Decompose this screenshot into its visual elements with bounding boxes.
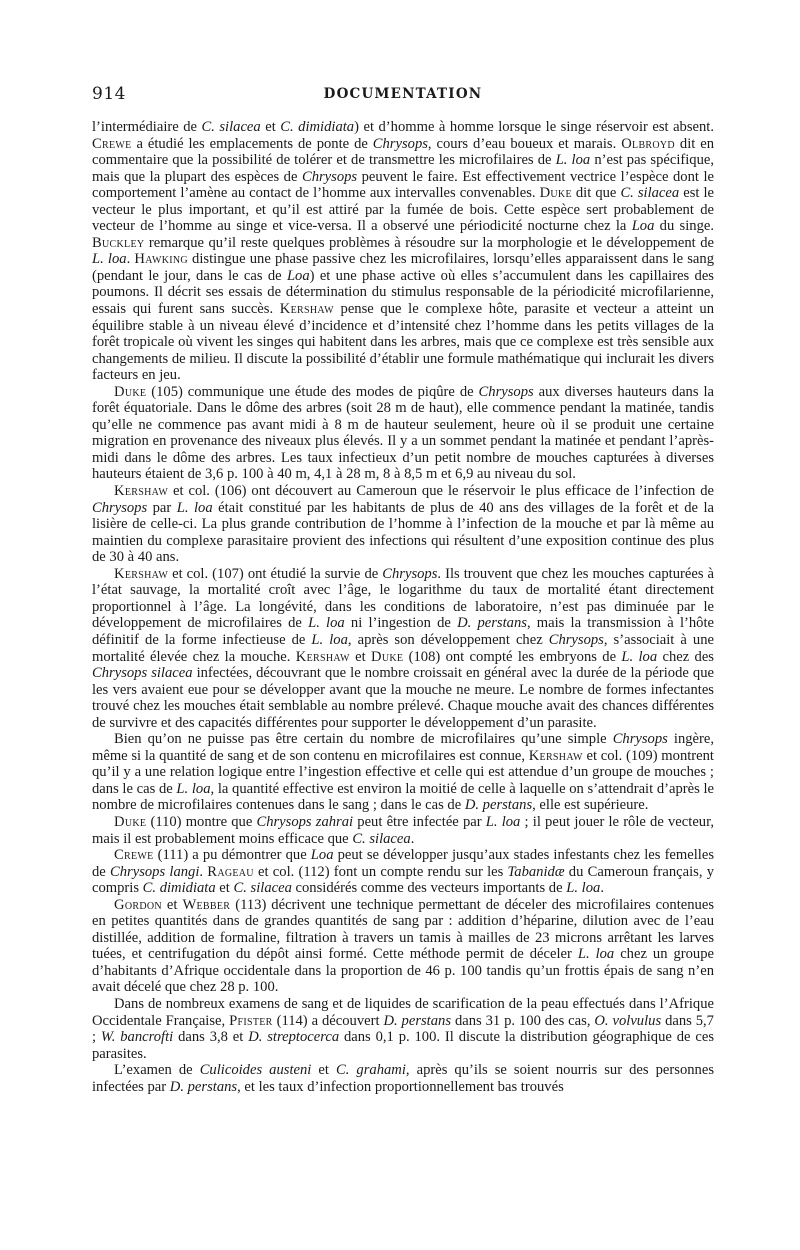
italic-term: L. loa <box>555 152 591 169</box>
italic-term: L. loa <box>176 499 213 516</box>
author-name: Kershaw <box>279 301 334 318</box>
italic-term: D. perstans <box>464 797 533 814</box>
author-name: Crewe <box>92 135 132 152</box>
italic-term: W. bancrofti <box>100 1029 174 1046</box>
italic-term: L. loa <box>308 615 345 632</box>
article-body <box>92 119 714 1095</box>
italic-term: Culicoides austeni <box>199 1062 312 1079</box>
author-name: Duke <box>114 383 147 400</box>
author-name: Webber <box>182 896 231 913</box>
italic-term: Chrysops <box>382 565 438 582</box>
author-name: Kershaw <box>528 747 583 764</box>
italic-term: Chrysops <box>92 499 148 516</box>
italic-term: Chrysops <box>301 168 358 185</box>
italic-term: C. dimidiata <box>280 119 355 135</box>
author-name: Hawking <box>134 251 188 268</box>
italic-term: D. perstans <box>169 1078 238 1095</box>
italic-term: Chrysops silacea <box>92 665 193 682</box>
italic-term: Chrysops <box>612 731 668 748</box>
paragraph-5: Bien qu’on ne puisse pas être certain du nombre de microfilaires qu’une simple Chrysops ingère, même si la quantité de sang et de son contenu en microfilaires est connue, Kershaw et col. (109) montrent qu’il y a une relation logique entre l’ingestion effective et celle qui est attendue d’un groupe de mouches ; dans le cas de L. loa, la quantité effective est environ la moitié de celle à laquelle on s’attendrait d’après le nombre de microfilaires contenues dans le sang ; dans le cas de D. perstans, elle est supérieure. <box>92 731 715 814</box>
italic-term: C. silacea <box>201 119 261 135</box>
author-name: Crewe <box>114 847 154 864</box>
italic-term: Chrysops zahrai <box>256 813 354 830</box>
author-name: Olbroyd <box>621 135 675 152</box>
italic-term: Chrysops <box>372 135 428 152</box>
author-name: Duke <box>371 648 404 665</box>
page-number: 914 <box>92 84 126 104</box>
author-name: Rageau <box>207 863 254 880</box>
paragraph-10: L’examen de Culicoides austeni et C. grahami, après qu’ils se soient nourris sur des personnes infectées par D. perstans, et les taux d’infection proportionnellement bas trouvés <box>92 1062 714 1095</box>
italic-term: L. loa <box>176 780 211 797</box>
italic-term: D. perstans <box>383 1012 452 1029</box>
italic-term: Chrysops <box>548 631 604 648</box>
paragraph-8: Gordon et Webber (113) décrivent une technique permettant de déceler des microfilaires contenues en petites quantités dans de grandes quantités de sang par : addition d’héparine, dilution avec de l’eau distillée, addition de formaline, filtration à travers un tamis à mailles de 23 microns arrêtant les larves tuées, et centrifugation du dépôt ainsi formé. Cette méthode permit de déceler L. loa chez un groupe d’habitants d’Afrique occidentale dans la proportion de 46 p. 100 tandis qu’un frottis épais de sang n’en avait décelé que chez 28 p. 100. <box>92 896 715 996</box>
author-name: Buckley <box>92 234 145 251</box>
italic-term: L. loa <box>92 251 127 268</box>
italic-term: C. silacea <box>620 185 680 202</box>
author-name: Kershaw <box>114 483 169 500</box>
author-name: Gordon <box>114 896 162 913</box>
paragraph-1: l’intermédiaire de C. silacea et C. dimidiata) et d’homme à homme lorsque le singe réservoir est absent. Crewe a étudié les emplacements de ponte de Chrysops, cours d’eau boueux et marais. Olbroyd dit en commentaire que la possibilité de tolérer et de transmettre les microfilaires de L. loa n’est pas spécifique, mais que la plupart des espèces de Chrysops peuvent le faire. Est effectivement vectrice l’espèce dont le comportement l’amène au contact de l’homme aux intervalles convenables. Duke dit que C. silacea est le vecteur le plus important, et qu’il est attiré par la fumée de bois. Cette espèce sert probablement de vecteur de l’homme au singe et vice-versa. Il a observé une périodicité nocturne chez la Loa du singe. Buckley remarque qu’il reste quelques problèmes à résoudre sur la morphologie et le développement de L. loa. Hawking distingue une phase passive chez les microfilaires, lorsqu’elles apparaissent dans le sang (pendant le jour, dans le cas de Loa) et une phase active où elles s’accumulent dans les capillaires des poumons. Il décrit ses essais de détermination du stimulus responsable de la périodicité microfilarienne, essais qui furent sans succès. Kershaw pense que le complexe hôte, parasite et vecteur a atteint un équilibre stable à un niveau élevé d’incidence et d’intensité chez l’homme dans les petits villages de la forêt tropicale où vivent les singes qui habitent dans les arbres, mais que ce complexe est très sensible aux changements de milieu. Il discute la possibilité d’établir une formule mathématique qui inclurait les divers facteurs en jeu. <box>92 119 715 384</box>
author-name: Kershaw <box>114 565 169 582</box>
author-name: Pfister <box>229 1012 273 1029</box>
author-name: Kershaw <box>295 648 350 665</box>
author-name: Duke <box>539 185 572 202</box>
italic-term: L. loa <box>485 813 521 830</box>
italic-term: D. streptocerca <box>248 1029 340 1046</box>
italic-term: L. loa <box>621 648 658 665</box>
paragraph-4: Kershaw et col. (107) ont étudié la survie de Chrysops. Ils trouvent que chez les mouches capturées à l’état sauvage, la mortalité croît avec l’âge, le logarithme du taux de mortalité étant directement proportionnel à l’âge. La longévité, dans les conditions de laboratoire, n’est pas diminuée par le développement de microfilaires de L. loa ni l’ingestion de D. perstans, mais la transmission à l’hôte définitif de la forme infectieuse de L. loa, après son développement chez Chrysops, s’associait à une mortalité élevée chez la mouche. Kershaw et Duke (108) ont compté les embryons de L. loa chez des Chrysops silacea infectées, découvrant que le nombre croissait en général avec la durée de la période que les vers avaient eue pour se développer avant que la mouche ne meure. Le nombre de formes infectantes trouvé chez les mouches était semblable au nombre prélevé. Chaque mouche avait des chances différentes de survivre et des capacités différentes pour supporter le développement d’un parasite. <box>92 565 715 731</box>
italic-term: C. grahami <box>335 1062 406 1079</box>
italic-term: Chrysops langi <box>110 863 200 880</box>
italic-term: Tabanidæ <box>507 863 565 880</box>
italic-term: C. silacea <box>352 830 411 847</box>
italic-term: Loa <box>286 267 310 284</box>
paragraph-2: Duke (105) communique une étude des modes de piqûre de Chrysops aux diverses hauteurs dans la forêt équatoriale. Dans le dôme des arbres (soit 28 m de haut), elle commence pendant la matinée, tandis qu’elle ne commence pas avant midi à 8 m de hauteur seulement, heure où il se produit une certaine migration en provenance des niveaux plus élevés. Il y a un sommet pendant la matinée et pendant l’après-midi dans le dôme des arbres. Les taux infectieux d’un petit nombre de mouches capturées à diverses hauteurs étaient de 3,6 p. 100 à 40 m, 4,1 à 28 m, 8 à 8,5 m et 6,9 au niveau du sol. <box>92 383 714 483</box>
italic-term: O. volvulus <box>594 1012 662 1029</box>
paragraph-9: Dans de nombreux examens de sang et de liquides de scarification de la peau effectués dans l’Afrique Occidentale Française, Pfister (114) a découvert D. perstans dans 31 p. 100 des cas, O. volvulus dans 5,7 ; W. bancrofti dans 3,8 et D. streptocerca dans 0,1 p. 100. Il discute la distribution géographique de ces parasites. <box>92 995 714 1062</box>
italic-term: C. silacea <box>233 880 292 897</box>
italic-term: L. loa <box>577 946 615 963</box>
italic-term: Loa <box>310 847 334 864</box>
paragraph-7: Crewe (111) a pu démontrer que Loa peut se développer jusqu’aux stades infestants chez les femelles de Chrysops langi. Rageau et col. (112) font un compte rendu sur les Tabanidæ du Cameroun français, y compris C. dimidiata et C. silacea considérés comme des vecteurs importants de L. loa. <box>92 847 715 897</box>
italic-term: C. dimidiata <box>142 880 216 897</box>
italic-term: Loa <box>631 218 655 235</box>
italic-term: L. loa <box>311 631 348 648</box>
author-name: Duke <box>114 813 147 830</box>
italic-term: Chrysops <box>478 383 534 400</box>
italic-term: L. loa <box>566 880 601 897</box>
running-title: DOCUMENTATION <box>323 86 483 102</box>
italic-term: D. perstans <box>457 615 527 632</box>
paragraph-6: Duke (110) montre que Chrysops zahrai peut être infectée par L. loa ; il peut jouer le rôle de vecteur, mais il est probablement moins efficace que C. silacea. <box>92 813 715 847</box>
running-header <box>92 84 714 104</box>
paragraph-3: Kershaw et col. (106) ont découvert au Cameroun que le réservoir le plus efficace de l’infection de Chrysops par L. loa était constitué par les habitants de plus de 40 ans des villages de la forêt et de la lisière de celle-ci. La plus grande contribution de l’homme à l’infection de la mouche et par là même au maintien du complexe parasitaire provient des infections qui résultent d’une exposition continue des plus de 30 à 40 ans. <box>92 483 714 566</box>
